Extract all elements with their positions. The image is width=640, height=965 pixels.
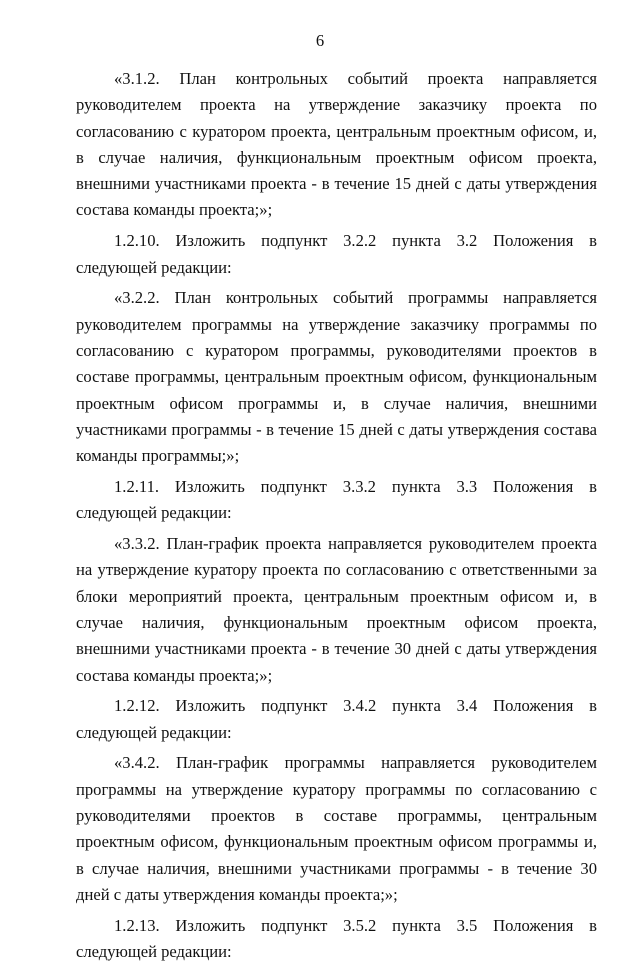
paragraph-3-4-2: «3.4.2. План-график программы направляется руководителем программы на утверждение куратору программы по согласованию с руководителями проектов в составе программы, центральным проектным офисом, функциональным проектным офисом программы и, в случае наличия, внешними участниками программы - в течение 30 дней с даты утверждения команды проекта;»; bbox=[76, 753, 597, 904]
paragraph-3-1-2: «3.1.2. План контрольных событий проекта направляется руководителем проекта на утверждение заказчику проекта по согласованию с куратором проекта, центральным проектным офисом, и, в случае наличия, функциональным проектным офисом проекта, внешними участниками проекта - в течение 15 дней с даты утверждения состава команды проекта;»; bbox=[76, 69, 597, 220]
paragraph-1-2-13: 1.2.13. Изложить подпункт 3.5.2 пункта 3.5 Положения в следующей редакции: bbox=[76, 915, 597, 961]
paragraph-3-2-2: «3.2.2. План контрольных событий программы направляется руководителем программы на утверждение заказчику программы по согласованию с куратором программы, руководителями проектов в составе программы, центральным проектным офисом, функциональным проектным офисом программы и, в случае наличия, внешними участниками программы - в течение 15 дней с даты утверждения состава команды программы;»; bbox=[76, 288, 597, 466]
paragraph-1-2-11: 1.2.11. Изложить подпункт 3.3.2 пункта 3.3 Положения в следующей редакции: bbox=[76, 476, 597, 523]
paragraph-3-3-2: «3.3.2. План-график проекта направляется руководителем проекта на утверждение куратору проекта по согласованию с ответственными за блоки мероприятий проекта, центральным проектным офисом и, в случае наличия, функциональным проектным офисом проекта, внешними участниками проекта - в течение 30 дней с даты утверждения состава команды проекта;»; bbox=[76, 534, 597, 685]
paragraph-1-2-10: 1.2.10. Изложить подпункт 3.2.2 пункта 3.2 Положения в следующей редакции: bbox=[76, 231, 597, 277]
paragraph-1-2-12: 1.2.12. Изложить подпункт 3.4.2 пункта 3.4 Положения в следующей редакции: bbox=[76, 696, 597, 742]
page-number: 6 bbox=[315, 31, 325, 50]
document-body bbox=[76, 66, 597, 965]
